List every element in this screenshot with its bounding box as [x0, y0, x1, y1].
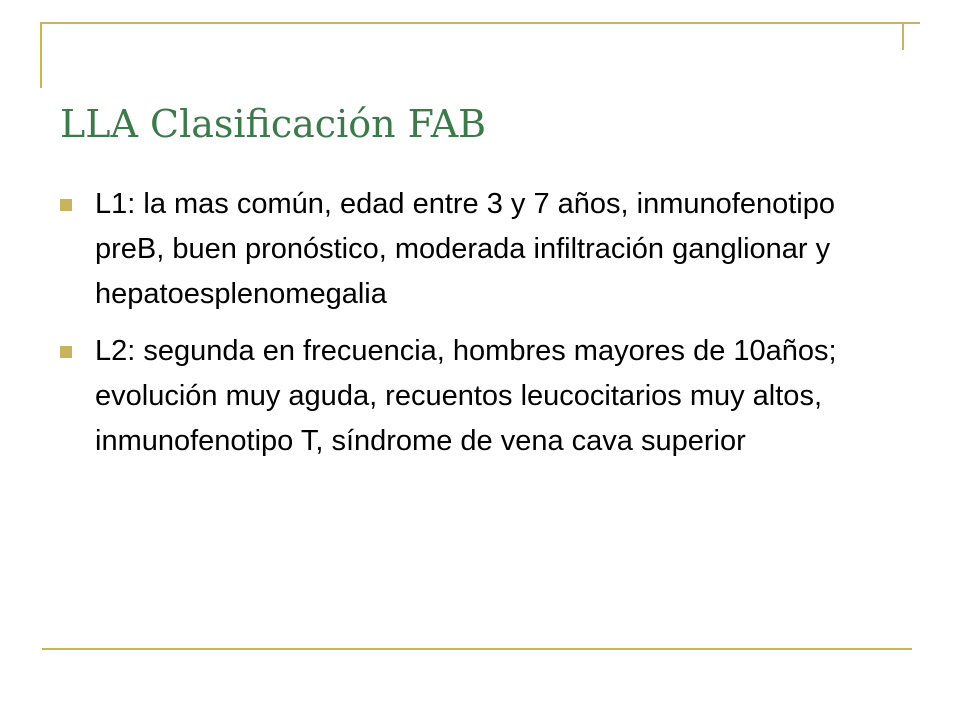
- frame-right-rule: [902, 22, 904, 50]
- bullet-item-l1: [60, 182, 850, 317]
- square-bullet-icon: [60, 346, 72, 358]
- bullet-text-l1: L1: la mas común, edad entre 3 y 7 años, inmunofenotipo preB, buen pronóstico, moderada infiltración ganglionar y hepatoesplenomegalia: [95, 188, 835, 310]
- slide-title: LLA Clasificación FAB: [60, 102, 487, 146]
- bullet-text-l2: L2: segunda en frecuencia, hombres mayores de 10años; evolución muy aguda, recuentos leucocitarios muy altos, inmunofenotipo T, síndrome de vena cava superior: [95, 335, 837, 457]
- square-bullet-icon: [60, 199, 72, 211]
- frame-top-rule: [40, 22, 920, 24]
- bullet-list: [60, 182, 850, 476]
- frame-bottom-rule: [42, 648, 912, 650]
- frame-left-rule: [40, 22, 42, 88]
- bullet-item-l2: [60, 329, 850, 464]
